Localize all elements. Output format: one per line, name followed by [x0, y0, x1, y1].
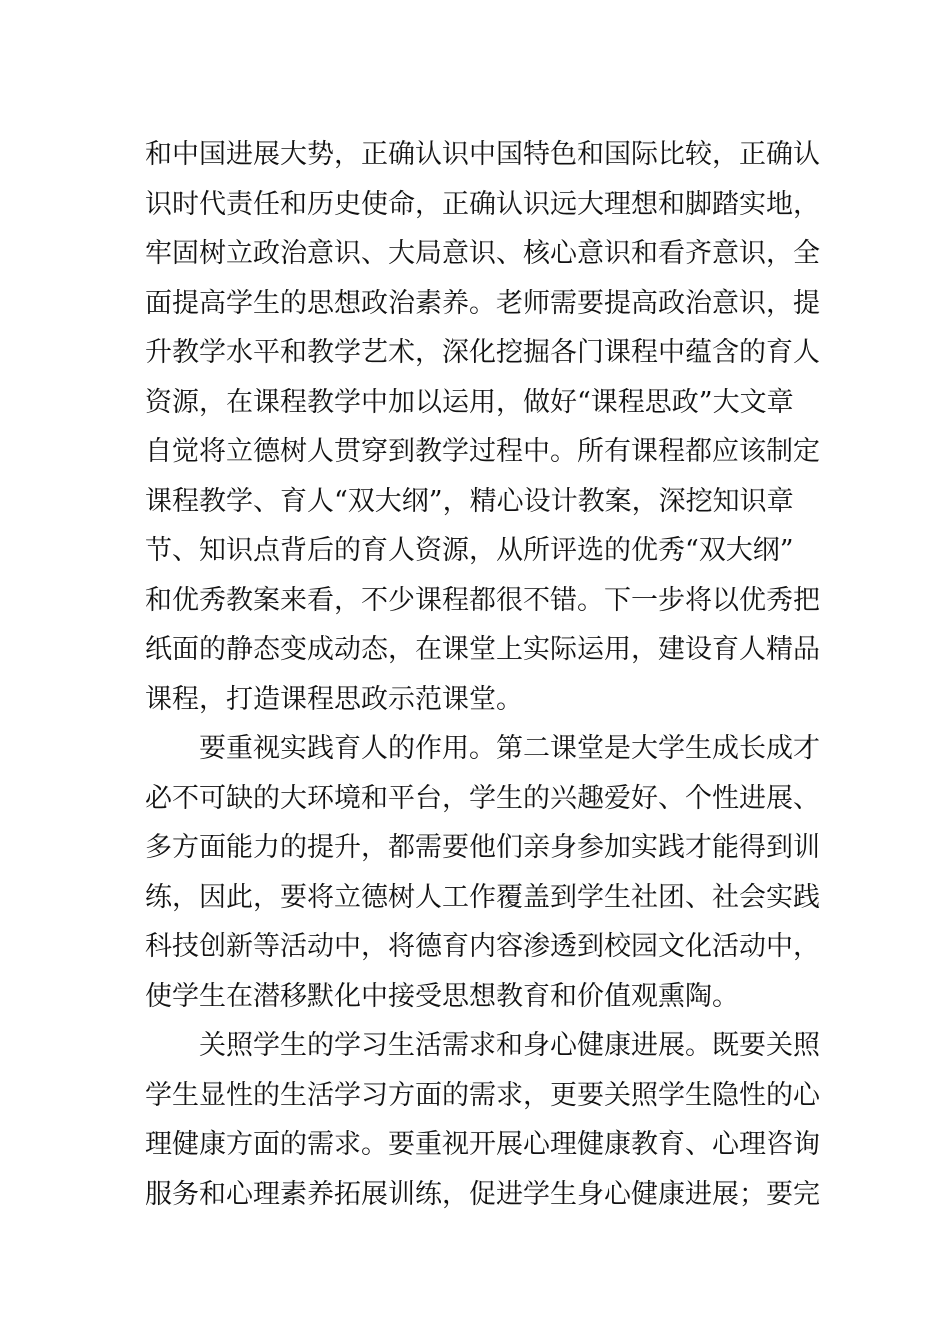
- text-line: 课程教学、育人“双大纲”，精心设计教案，深挖知识章: [145, 485, 794, 517]
- text-line: 科技创新等活动中，将德育内容渗透到校园文化活动中，: [145, 931, 820, 962]
- text-line: 节、知识点背后的育人资源，从所评选的优秀“双大纲”: [145, 535, 794, 566]
- text-line: 纸面的静态变成动态，在课堂上实际运用，建设育人精品: [145, 634, 820, 665]
- text-line: 资源，在课程教学中加以运用，做好“课程思政”大文章: [145, 386, 794, 418]
- text-line: 升教学水平和教学艺术，深化挖掘各门课程中蕴含的育人: [145, 337, 820, 368]
- text-line: 学生显性的生活学习方面的需求，更要关照学生隐性的心: [145, 1079, 820, 1111]
- text-line: 和优秀教案来看，不少课程都很不错。下一步将以优秀把: [145, 584, 820, 616]
- text-line: 自觉将立德树人贯穿到教学过程中。所有课程都应该制定: [145, 436, 820, 467]
- text-line: 练，因此，要将立德树人工作覆盖到学生社团、社会实践: [145, 881, 820, 913]
- text-line: 牢固树立政治意识、大局意识、核心意识和看齐意识，全: [145, 238, 820, 269]
- text-line: 识时代责任和历史使命，正确认识远大理想和脚踏实地，: [145, 188, 820, 220]
- body-text: [145, 130, 820, 1219]
- text-line: 面提高学生的思想政治素养。老师需要提高政治意识，提: [145, 287, 820, 319]
- paragraph-first-line: 要重视实践育人的作用。第二课堂是大学生成长成才: [199, 733, 820, 764]
- text-line: 必不可缺的大环境和平台，学生的兴趣爱好、个性进展、: [145, 782, 820, 814]
- text-line: 使学生在潜移默化中接受思想教育和价值观熏陶。: [145, 980, 739, 1012]
- text-line: 理健康方面的需求。要重视开展心理健康教育、心理咨询: [145, 1129, 820, 1160]
- text-line: 服务和心理素养拓展训练，促进学生身心健康进展；要完: [145, 1178, 820, 1210]
- text-line: 多方面能力的提升，都需要他们亲身参加实践才能得到训: [145, 832, 820, 863]
- text-line: 课程，打造课程思政示范课堂。: [145, 683, 523, 715]
- paragraph-first-line: 关照学生的学习生活需求和身心健康进展。既要关照: [199, 1030, 820, 1061]
- text-line: 和中国进展大势，正确认识中国特色和国际比较，正确认: [145, 139, 820, 170]
